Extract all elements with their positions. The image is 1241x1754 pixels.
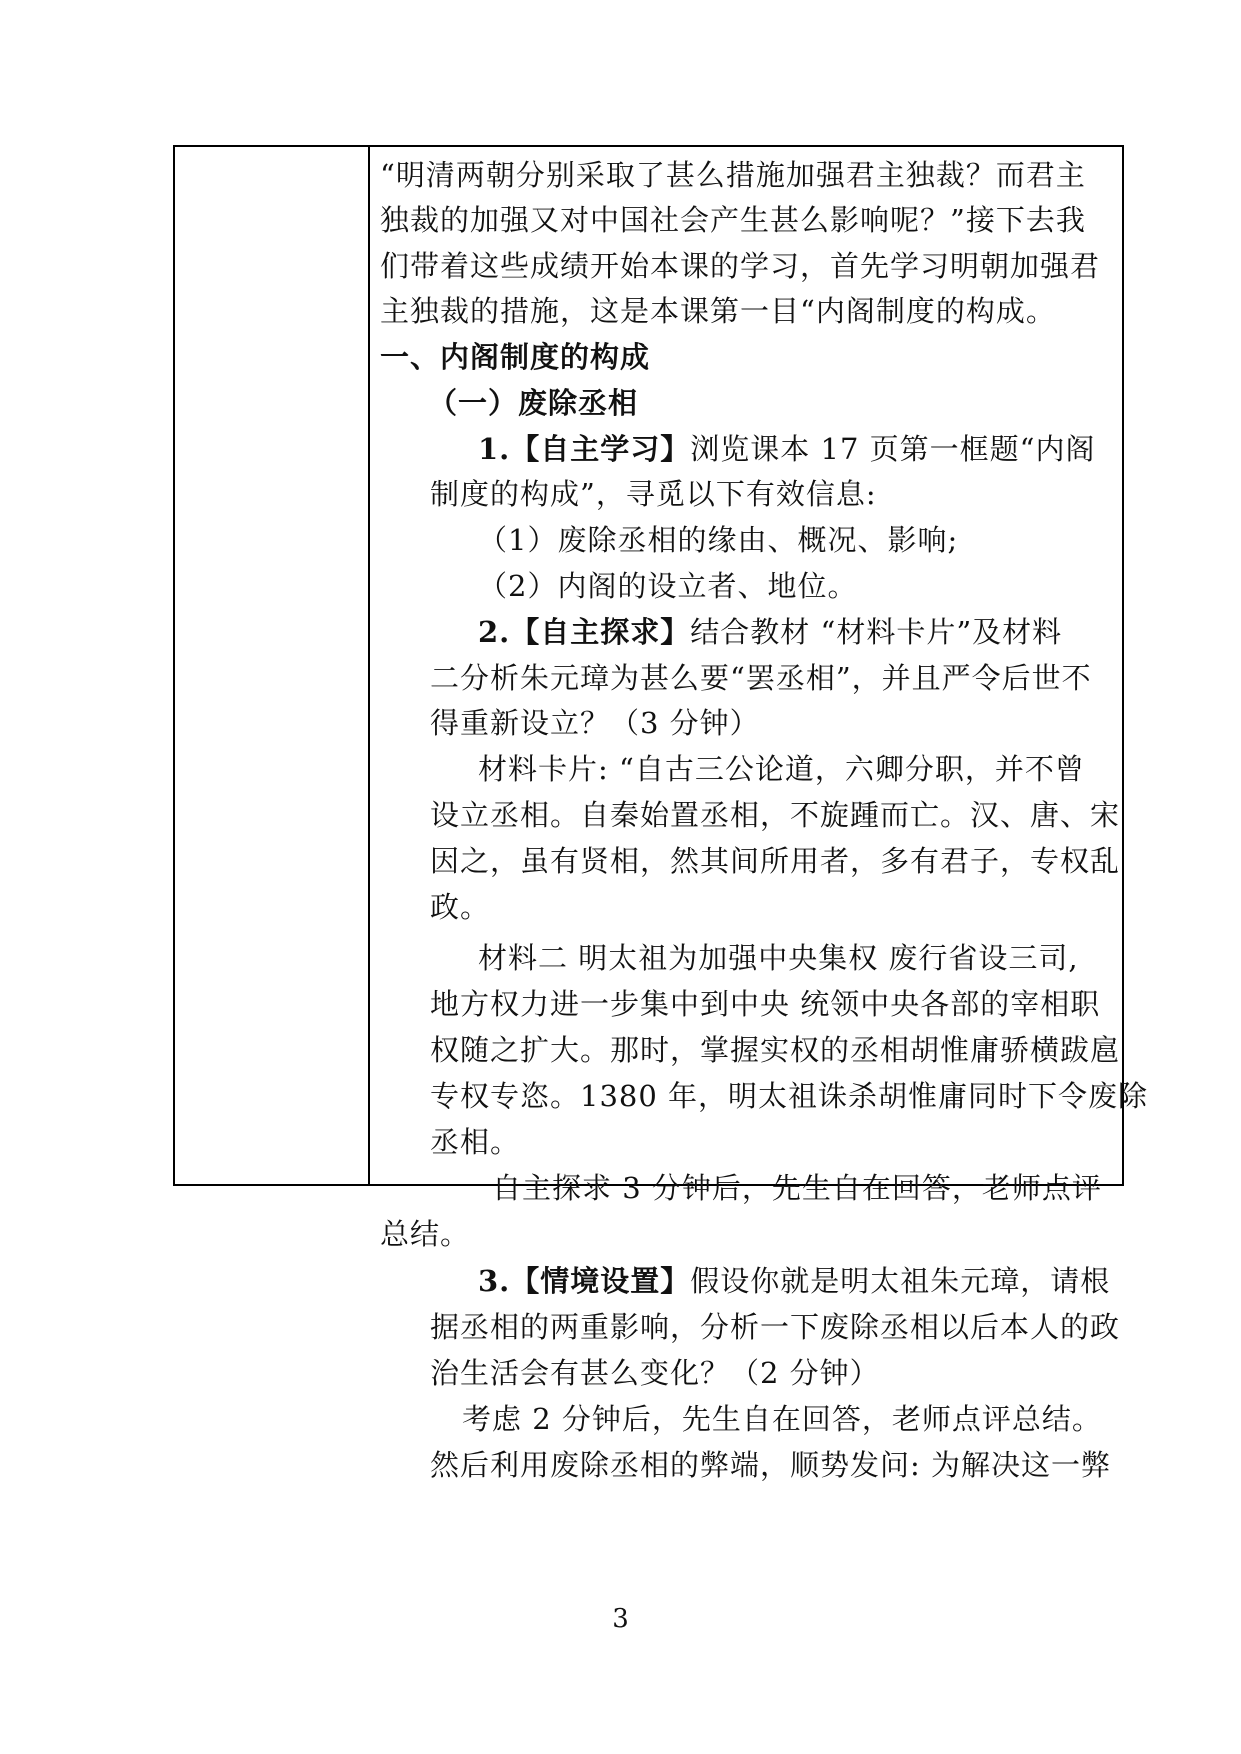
section-heading: 一、内阁制度的构成 bbox=[380, 340, 651, 374]
task-1-line bbox=[478, 426, 1095, 472]
subsection-heading: （一）废除丞相 bbox=[428, 386, 639, 420]
text-line: 考虑 2 分钟后，先生自在回答，老师点评总结。 bbox=[462, 1402, 1102, 1436]
text-line: 政。 bbox=[430, 890, 491, 924]
text-line: 们带着这些成绩开始本课的学习，首先学习明朝加强君 bbox=[380, 249, 1101, 283]
text-line: “明清两朝分别采取了甚么措施加强君主独裁？而君主 bbox=[380, 158, 1086, 192]
text-line: 二分析朱元璋为甚么要“罢丞相”，并且严令后世不 bbox=[430, 661, 1092, 695]
task-2-label: 2.【自主探求】 bbox=[478, 615, 691, 649]
text-line: 治生活会有甚么变化？（2 分钟） bbox=[430, 1356, 880, 1390]
task-1-label: 1.【自主学习】 bbox=[478, 432, 691, 466]
text-line: 地方权力进一步集中到中央 统领中央各部的宰相职 bbox=[430, 987, 1101, 1021]
text-line: 主独裁的措施，这是本课第一目“内阁制度的构成。 bbox=[380, 294, 1056, 328]
text-line: 因之，虽有贤相，然其间所用者，多有君子，专权乱 bbox=[430, 844, 1121, 878]
lesson-table bbox=[173, 145, 1149, 1482]
table-right-column bbox=[372, 147, 1149, 1482]
task-3-label: 3.【情境设置】 bbox=[478, 1264, 691, 1298]
text-line: 据丞相的两重影响，分析一下废除丞相以后本人的政 bbox=[430, 1310, 1121, 1344]
task-2-line bbox=[478, 609, 1062, 655]
text-line: （1）废除丞相的缘由、概况、影响; bbox=[478, 523, 959, 557]
task-2-text: 结合教材 “材料卡片”及材料 bbox=[690, 615, 1063, 649]
text-line: 制度的构成”，寻觅以下有效信息: bbox=[430, 477, 877, 511]
text-line: 设立丞相。自秦始置丞相，不旋踵而亡。汉、唐、宋 bbox=[430, 798, 1121, 832]
text-line: （2）内阁的设立者、地位。 bbox=[478, 569, 858, 603]
text-line: 得重新设立？（3 分钟） bbox=[430, 706, 760, 740]
text-line: 自主探求 3 分钟后，先生自在回答，老师点评 bbox=[492, 1171, 1102, 1205]
task-1-text: 浏览课本 17 页第一框题“内阁 bbox=[690, 432, 1096, 466]
text-line: 独裁的加强又对中国社会产生甚么影响呢？”接下去我 bbox=[380, 203, 1086, 237]
text-line: 总结。 bbox=[380, 1217, 471, 1251]
text-line: 专权专恣。1380 年，明太祖诛杀胡惟庸同时下令废除 bbox=[430, 1079, 1149, 1113]
table-left-column bbox=[175, 147, 370, 1184]
text-line: 材料卡片: “自古三公论道，六卿分职，并不曾 bbox=[478, 752, 1085, 786]
text-line: 丞相。 bbox=[430, 1125, 521, 1159]
text-line: 材料二 明太祖为加强中央集权 废行省设三司, bbox=[478, 941, 1079, 975]
page-number: 3 bbox=[612, 1604, 629, 1634]
text-line: 权随之扩大。那时，掌握实权的丞相胡惟庸骄横跋扈 bbox=[430, 1033, 1121, 1067]
task-3-line bbox=[478, 1258, 1110, 1304]
text-line: 然后利用废除丞相的弊端，顺势发问: 为解决这一弊 bbox=[430, 1448, 1111, 1482]
task-3-text: 假设你就是明太祖朱元璋，请根 bbox=[690, 1264, 1111, 1298]
